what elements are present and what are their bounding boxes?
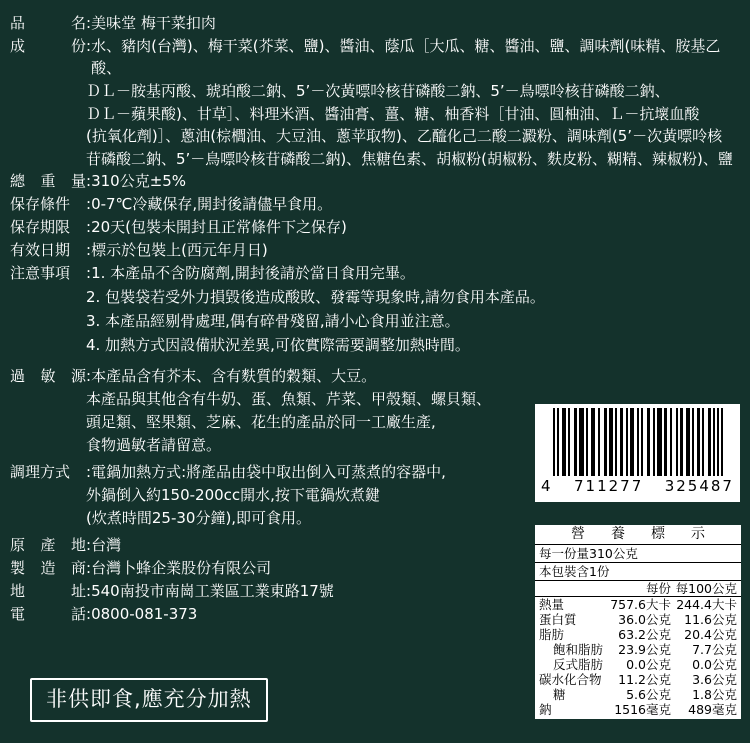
nutrition-per-100g: 489毫克 [688,702,737,717]
table-row [535,687,741,702]
expiry-date-label: 有效日期 : [10,241,92,259]
nutrition-name: 反式脂肪 [553,657,604,672]
table-row [535,627,741,642]
nutrition-per-100g: 20.4公克 [684,627,737,642]
nutrition-per-serving: 0.0公克 [626,657,671,672]
barcode-bars [539,408,736,476]
cooking-line-1: 電鍋加熱方式:將產品由袋中取出倒入可蒸煮的容器中, [91,463,446,481]
nutrition-header-per-serving: 每份 [645,581,671,596]
allergen-line-3: 頭足類、堅果類、芝麻、花生的產品於同一工廠生產, [86,413,436,431]
nutrition-per-100g: 11.6公克 [684,612,737,627]
nutrition-name: 碳水化合物 [539,672,602,687]
product-name-row [10,12,740,34]
nutrition-per-serving: 36.0公克 [618,612,671,627]
notes-row [10,262,740,284]
net-weight-label: 總 重 量 : [10,172,92,190]
barcode-digit-left: 4 [541,477,553,495]
nutrition-name: 蛋白質 [539,612,577,627]
cooking-label: 調理方式 : [10,463,92,481]
origin-label: 原 產 地 : [10,536,92,554]
shelf-life-value: 20天(包裝未開封且正常條件下之保存) [91,218,347,236]
table-row [535,612,741,627]
storage-conditions-value: 0-7℃冷藏保存,開封後請儘早食用。 [91,195,333,213]
table-row [535,702,741,719]
net-weight-value: 310公克±5% [91,172,187,190]
nutrition-per-100g: 7.7公克 [692,642,737,657]
nutrition-per-serving: 11.2公克 [618,672,671,687]
nutrition-per-100g: 1.8公克 [692,687,737,702]
allergen-line-4: 食物過敏者請留意。 [86,436,222,454]
nutrition-table [535,525,741,719]
expiry-date-value: 標示於包裝上(西元年月日) [91,241,268,259]
product-name-value: 美味堂 梅干菜扣肉 [91,14,216,32]
storage-conditions-label: 保存條件 : [10,195,92,213]
barcode-digits-right: 325487 [664,477,734,495]
nutrition-header-per-100g: 每100公克 [675,581,737,596]
ingredients-label: 成 份 : [10,37,92,55]
barcode-digits-mid: 711277 [574,477,644,495]
nutrition-serving-size: 每一份量310公克 [535,545,741,563]
shelf-life-row [10,216,740,238]
nutrition-per-serving: 757.6大卡 [610,597,671,612]
address-value: 540南投市南崗工業區工業東路17號 [91,582,334,600]
expiry-date-row [10,239,740,261]
nutrition-header-row [535,581,741,597]
nutrition-name: 鈉 [539,702,552,717]
origin-value: 台灣 [91,536,122,554]
notes-label: 注意事項 : [10,264,92,282]
nutrition-per-serving: 1516毫克 [614,702,671,717]
nutrition-servings-per-package: 本包裝含1份 [535,563,741,581]
barcode-digits [539,476,736,495]
ingredients-line-5: 苷磷酸二鈉、5’－鳥嘌呤核苷磷酸二鈉)、焦糖色素、胡椒粉(胡椒粉、麩皮粉、糊精、辣椒粉)、鹽 [86,149,733,168]
manufacturer-value: 台灣卜蜂企業股份有限公司 [91,559,272,577]
nutrition-per-serving: 63.2公克 [618,627,671,642]
storage-conditions-row [10,193,740,215]
ingredients-line-3: ＤＬ－蘋果酸)、甘草］、料理米酒、醬油膏、薑、糖、柚香料［甘油、圓柚油、Ｌ－抗壞血酸 [86,104,700,123]
manufacturer-label: 製 造 商 : [10,559,92,577]
table-row [535,642,741,657]
allergen-line-1: 本產品含有芥末、含有麩質的穀類、大豆。 [91,367,377,385]
notes-item-2: 2. 包裝袋若受外力損毀後造成酸敗、發霉等現象時,請勿食用本產品。 [86,288,545,306]
cooking-line-2: 外鍋倒入約150-200cc開水,按下電鍋炊煮鍵 [86,486,380,504]
ingredients-line-4: (抗氧化劑)］、蔥油(棕櫚油、大豆油、蔥苹取物)、乙醯化己二酸二澱粉、調味劑(5’－次黃嘌呤核 [86,127,723,145]
product-name-label: 品 名 : [10,14,92,32]
nutrition-title: 營 養 標 示 [535,525,741,545]
nutrition-per-100g: 0.0公克 [692,657,737,672]
nutrition-name: 糖 [553,687,566,702]
nutrition-per-100g: 244.4大卡 [676,597,737,612]
nutrition-name: 熱量 [539,597,565,612]
allergen-line-2: 本產品與其他含有牛奶、蛋、魚類、芹菜、甲殼類、螺貝類、 [86,390,492,408]
allergen-row [10,365,740,387]
nutrition-per-100g: 3.6公克 [692,672,737,687]
notes-item-4: 4. 加熱方式因設備狀況差異,可依實際需要調整加熱時間。 [86,336,470,354]
nutrition-name: 飽和脂肪 [553,642,604,657]
net-weight-row [10,170,740,192]
table-row [535,657,741,672]
heat-before-eating-stamp: 非供即食,應充分加熱 [30,678,268,722]
notes-item-3: 3. 本產品經剔骨處理,偶有碎骨殘留,請小心食用並注意。 [86,312,460,330]
allergen-label: 過 敏 源 : [10,367,92,385]
table-row [535,672,741,687]
barcode [535,404,740,502]
phone-value: 0800-081-373 [91,605,198,623]
ingredients-row [10,35,740,79]
nutrition-per-serving: 23.9公克 [618,642,671,657]
phone-label: 電 話 : [10,605,92,623]
shelf-life-label: 保存期限 : [10,218,92,236]
table-row [535,597,741,612]
notes-item-1: 1. 本產品不含防腐劑,開封後請於當日食用完畢。 [91,264,415,282]
nutrition-name: 脂肪 [539,627,565,642]
address-label: 地 址 : [10,582,92,600]
ingredients-line-2: ＤＬ－胺基丙酸、琥珀酸二鈉、5’－次黃嘌呤核苷磷酸二鈉、5’－鳥嘌呤核苷磷酸二鈉、 [86,82,670,100]
nutrition-per-serving: 5.6公克 [626,687,671,702]
ingredients-first-line: 水、豬肉(台灣)、梅干菜(芥菜、鹽)、醬油、蔭瓜［大瓜、糖、醬油、鹽、調味劑(味精、胺基乙酸、 [91,37,721,77]
nutrition-header-blank [535,581,609,596]
cooking-line-3: (炊煮時間25-30分鐘),即可食用。 [86,509,312,527]
